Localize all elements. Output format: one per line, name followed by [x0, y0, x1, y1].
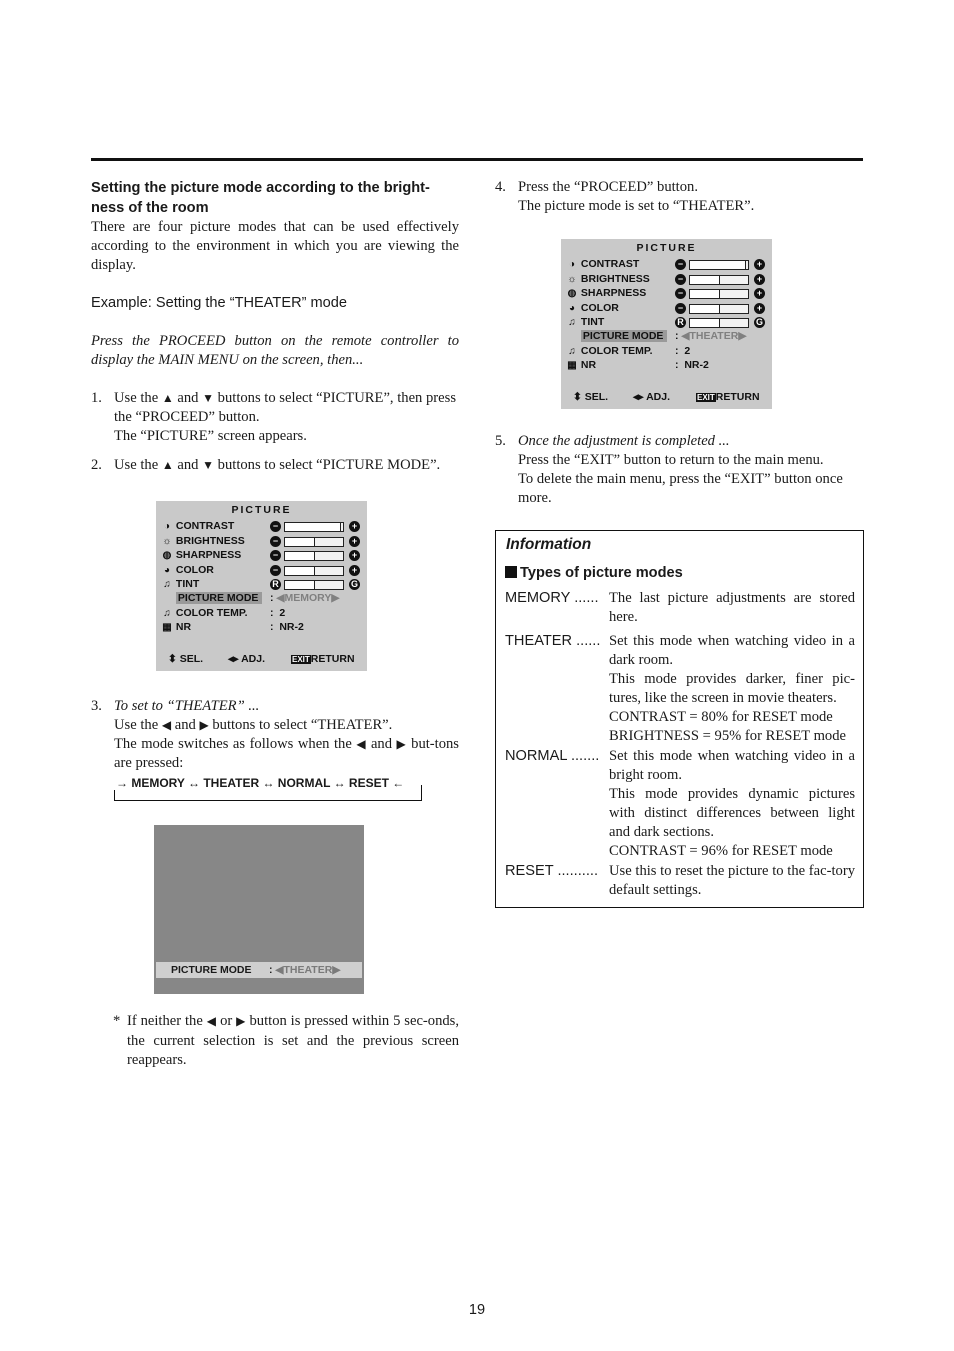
up-triangle-icon: ▲ — [161, 391, 174, 405]
sharpness-icon: ◍ — [162, 550, 172, 561]
top-rule — [91, 158, 863, 161]
information-box — [495, 530, 864, 908]
osd-brightness-label: BRIGHTNESS — [175, 535, 245, 547]
step-5-text-a: Press the “EXIT” button to return to the main menu. — [518, 452, 824, 468]
timeout-note: * If neither the ◀ or ▶ button is pressed within 5 sec-onds, the current selection is set and the previous screen reappears. — [113, 1013, 459, 1068]
mode-cycle-text: MEMORY ↔ THEATER ↔ NORMAL ↔ RESET — [131, 776, 389, 790]
osd-title: PICTURE — [636, 242, 697, 254]
slider-fill — [690, 261, 746, 269]
step-5 — [495, 432, 863, 508]
minus-icon: − — [270, 521, 281, 532]
step-1 — [91, 389, 459, 446]
osd-nr-label: NR — [175, 621, 192, 633]
tint-icon: ♫ — [568, 317, 576, 328]
plus-icon: + — [349, 521, 360, 532]
step-1-number: 1. — [91, 390, 102, 406]
slider-fill — [285, 567, 315, 575]
def-memory: The last picture adjustments are stored here. — [609, 590, 855, 625]
osd-adj-hint: ◂▸ ADJ. — [228, 653, 266, 665]
step-5-title: Once the adjustment is completed ... — [518, 433, 730, 449]
osd-row-color: ◕ COLOR — [566, 302, 619, 315]
right-triangle-icon: ▶ — [236, 1014, 246, 1028]
osd-color-temp-label: COLOR TEMP. — [175, 607, 248, 619]
step-2 — [91, 456, 459, 475]
color-temp-icon: ♫ — [568, 346, 576, 357]
osd-picture-mode-value[interactable]: : ◀THEATER▶ — [675, 330, 747, 342]
osd-picture-mode-label: PICTURE MODE — [176, 592, 263, 604]
picture-mode-bar — [156, 962, 362, 978]
instruction-text: Press the PROCEED button on the remote controller to display the MAIN MENU on the screen, then... — [91, 333, 459, 368]
brightness-slider[interactable] — [675, 273, 765, 286]
step-3-and: and — [174, 717, 196, 733]
info-heading: Types of picture modes — [505, 565, 683, 581]
r-icon: R — [270, 579, 281, 590]
osd-row-contrast — [161, 520, 234, 533]
slider-fill — [285, 538, 315, 546]
slider-fill — [690, 319, 720, 327]
brightness-icon: ☼ — [567, 274, 577, 285]
osd-sel-hint: ⬍ SEL. — [573, 391, 609, 403]
def-normal: Set this mode when watching video in a bright room. This mode provides dynamic pictures with distinct differences between light and dark sections. CONTRAST = 96% for RESET mode — [609, 748, 855, 859]
contrast-icon: ◑ — [163, 521, 171, 532]
brightness-icon: ☼ — [162, 536, 172, 547]
plus-icon: + — [754, 259, 765, 270]
nr-icon: ▦ — [567, 360, 577, 371]
note-asterisk: * — [113, 1013, 121, 1029]
plus-icon: + — [754, 288, 765, 299]
osd-mode-theater: THEATER — [689, 330, 739, 342]
def-theater: Set this mode when watching video in a dark room. This mode provides darker, finer pic-tures, like the screen in movie theaters. CONTRAST = 80% for RESET mode BRIGHTNESS = 95% for RESET mode — [609, 633, 855, 744]
contrast-icon: ◑ — [568, 259, 576, 270]
term-reset: RESET .......... — [505, 863, 598, 879]
nr-icon: ▦ — [162, 622, 172, 633]
r-icon: R — [675, 317, 686, 328]
osd-row-nr — [161, 621, 191, 634]
g-icon: G — [350, 579, 358, 589]
osd-sel-hint: ⬍ SEL. — [168, 653, 204, 665]
term-theater: THEATER ...... — [505, 633, 601, 649]
plus-icon: + — [349, 565, 360, 576]
right-arrow-icon: ▶ — [738, 330, 747, 342]
step-2-text-a: Use the — [114, 457, 159, 473]
g-icon: G — [755, 317, 763, 327]
tv-screen-preview — [154, 825, 364, 994]
step-4-text-a: Press the “PROCEED” button. — [518, 179, 698, 195]
slider-fill — [285, 523, 341, 531]
step-2-number: 2. — [91, 457, 102, 473]
contrast-slider[interactable] — [675, 258, 765, 271]
minus-icon: − — [675, 259, 686, 270]
left-column — [91, 178, 459, 475]
step-3-title: To set to “THEATER” ... — [114, 698, 260, 714]
up-triangle-icon: ▲ — [161, 458, 174, 472]
step-4-number: 4. — [495, 179, 506, 195]
tint-slider[interactable] — [675, 316, 765, 329]
example-label: Example: Setting the “THEATER” mode — [91, 295, 348, 311]
slider-fill — [690, 305, 720, 313]
term-memory: MEMORY ...... — [505, 590, 599, 606]
step-1-and: and — [177, 390, 199, 406]
minus-icon: − — [675, 303, 686, 314]
step-3-text-b: buttons to select “THEATER”. — [212, 717, 393, 733]
osd-nr-value: : NR-2 — [270, 621, 304, 633]
step-5-text-b: To delete the main menu, press the “EXIT” button once more. — [518, 471, 843, 506]
step-3-number: 3. — [91, 698, 102, 714]
exit-icon: EXIT — [697, 393, 715, 402]
plus-icon: + — [754, 274, 765, 285]
osd-row-color-temp: ♫ COLOR TEMP. — [566, 345, 652, 358]
left-arrow-icon: ◀ — [275, 964, 284, 976]
up-down-arrow-icon: ⬍ — [573, 391, 582, 403]
minus-icon: − — [270, 550, 281, 561]
slider-fill — [690, 290, 720, 298]
step-3-text-a: Use the — [114, 717, 159, 733]
picture-menu-osd-theater — [561, 239, 772, 409]
osd-row-brightness — [161, 535, 245, 548]
right-triangle-icon: ▶ — [396, 737, 407, 751]
step-5-number: 5. — [495, 433, 506, 449]
step-4-text-b: The picture mode is set to “THEATER”. — [518, 198, 755, 214]
minus-icon: − — [675, 288, 686, 299]
color-slider[interactable] — [270, 564, 360, 577]
term-normal: NORMAL ....... — [505, 748, 600, 764]
intro-paragraph: There are four picture modes that can be used effectively according to the environment in which you are viewing the display. — [91, 219, 459, 273]
screen-picture-mode-label: PICTURE MODE — [171, 964, 252, 976]
page-number: 19 — [468, 1302, 486, 1318]
section-heading: Setting the picture mode according to the bright-ness of the room — [91, 180, 430, 216]
left-right-arrow-icon: ◂▸ — [633, 391, 644, 403]
osd-row-picture-mode[interactable] — [161, 592, 262, 605]
osd-row-sharpness: ◍ SHARPNESS — [567, 287, 647, 299]
sharpness-slider[interactable] — [270, 549, 360, 562]
osd-return-hint: EXITRETURN — [697, 391, 760, 403]
color-icon: ◕ — [163, 565, 171, 576]
left-triangle-icon: ◀ — [206, 1014, 217, 1028]
exit-icon: EXIT — [292, 655, 310, 664]
minus-icon: − — [270, 565, 281, 576]
plus-icon: + — [754, 303, 765, 314]
osd-color-temp-value: : 2 — [675, 345, 691, 357]
osd-adj-hint: ◂▸ ADJ. — [633, 391, 671, 403]
osd-picture-mode-value[interactable]: : ◀MEMORY▶ — [270, 592, 340, 604]
step-1-text-a: Use the — [114, 390, 159, 406]
step-3-text-c: The mode switches as follows when the — [114, 736, 352, 752]
step-3-text-d: and — [370, 736, 393, 752]
tint-slider[interactable] — [270, 578, 360, 591]
osd-tint-label: TINT — [175, 578, 200, 590]
osd-return-hint: EXITRETURN — [292, 653, 355, 665]
screen-picture-mode-value: : ◀THEATER▶ — [269, 964, 341, 976]
up-down-arrow-icon: ⬍ — [168, 653, 177, 665]
down-triangle-icon: ▼ — [202, 391, 215, 405]
osd-color-temp-value: : 2 — [270, 607, 286, 619]
osd-row-contrast: ◑ CONTRAST — [566, 258, 639, 271]
left-arrow-icon: ◀ — [276, 592, 285, 604]
cycle-arrow-out-icon: ← — [392, 776, 405, 790]
osd-row-tint — [161, 578, 199, 591]
osd-contrast-label: CONTRAST — [175, 520, 235, 532]
osd-color-label: COLOR — [175, 564, 214, 576]
tint-icon: ♫ — [163, 579, 171, 590]
info-title: Information — [506, 536, 592, 553]
step-2-and: and — [177, 457, 199, 473]
picture-menu-osd-memory — [156, 501, 367, 671]
square-bullet-icon — [505, 566, 517, 578]
sharpness-slider[interactable] — [675, 287, 765, 300]
color-temp-icon: ♫ — [163, 608, 171, 619]
osd-row-nr: ▦ NR — [567, 359, 597, 371]
minus-icon: − — [675, 274, 686, 285]
osd-nr-value: : NR-2 — [675, 359, 709, 371]
brightness-slider[interactable] — [270, 535, 360, 548]
osd-row-tint: ♫ TINT — [566, 316, 604, 329]
left-triangle-icon: ◀ — [161, 718, 172, 732]
step-4 — [495, 178, 863, 216]
plus-icon: + — [349, 536, 360, 547]
cycle-arrow-in-icon: → — [116, 776, 128, 790]
osd-mode-memory: MEMORY — [284, 592, 332, 604]
osd-title: PICTURE — [231, 504, 292, 516]
right-arrow-icon: ▶ — [331, 592, 340, 604]
mode-cycle-diagram — [114, 776, 406, 790]
def-reset: Use this to reset the picture to the fac-tory default settings. — [609, 863, 855, 898]
osd-row-picture-mode[interactable]: PICTURE MODE — [566, 330, 667, 343]
down-triangle-icon: ▼ — [202, 458, 215, 472]
right-column — [495, 178, 863, 216]
osd-row-sharpness — [161, 549, 241, 562]
sharpness-icon: ◍ — [567, 288, 577, 299]
left-triangle-icon: ◀ — [356, 737, 367, 751]
step-3 — [91, 697, 459, 773]
osd-row-brightness: ☼ BRIGHTNESS — [567, 273, 650, 285]
left-right-arrow-icon: ◂▸ — [228, 653, 239, 665]
slider-fill — [285, 552, 315, 560]
step-2-text-b: buttons to select “PICTURE MODE”. — [217, 457, 441, 473]
step-1-text-b: buttons to select “PICTURE”, then press the “PROCEED” button. — [114, 390, 456, 425]
minus-icon: − — [270, 536, 281, 547]
step-3-text-e: but-tons are pressed: — [114, 736, 459, 771]
color-slider[interactable] — [675, 302, 765, 315]
right-arrow-icon: ▶ — [332, 964, 341, 976]
plus-icon: + — [349, 550, 360, 561]
step-1-text-c: The “PICTURE” screen appears. — [114, 428, 307, 444]
slider-fill — [285, 581, 315, 589]
osd-row-color — [161, 564, 214, 577]
color-icon: ◕ — [568, 303, 576, 314]
osd-sharpness-label: SHARPNESS — [175, 549, 242, 561]
osd-row-color-temp — [161, 607, 247, 620]
right-triangle-icon: ▶ — [199, 718, 209, 732]
left-arrow-icon: ◀ — [681, 330, 690, 342]
slider-fill — [690, 276, 720, 284]
contrast-slider[interactable] — [270, 520, 360, 533]
